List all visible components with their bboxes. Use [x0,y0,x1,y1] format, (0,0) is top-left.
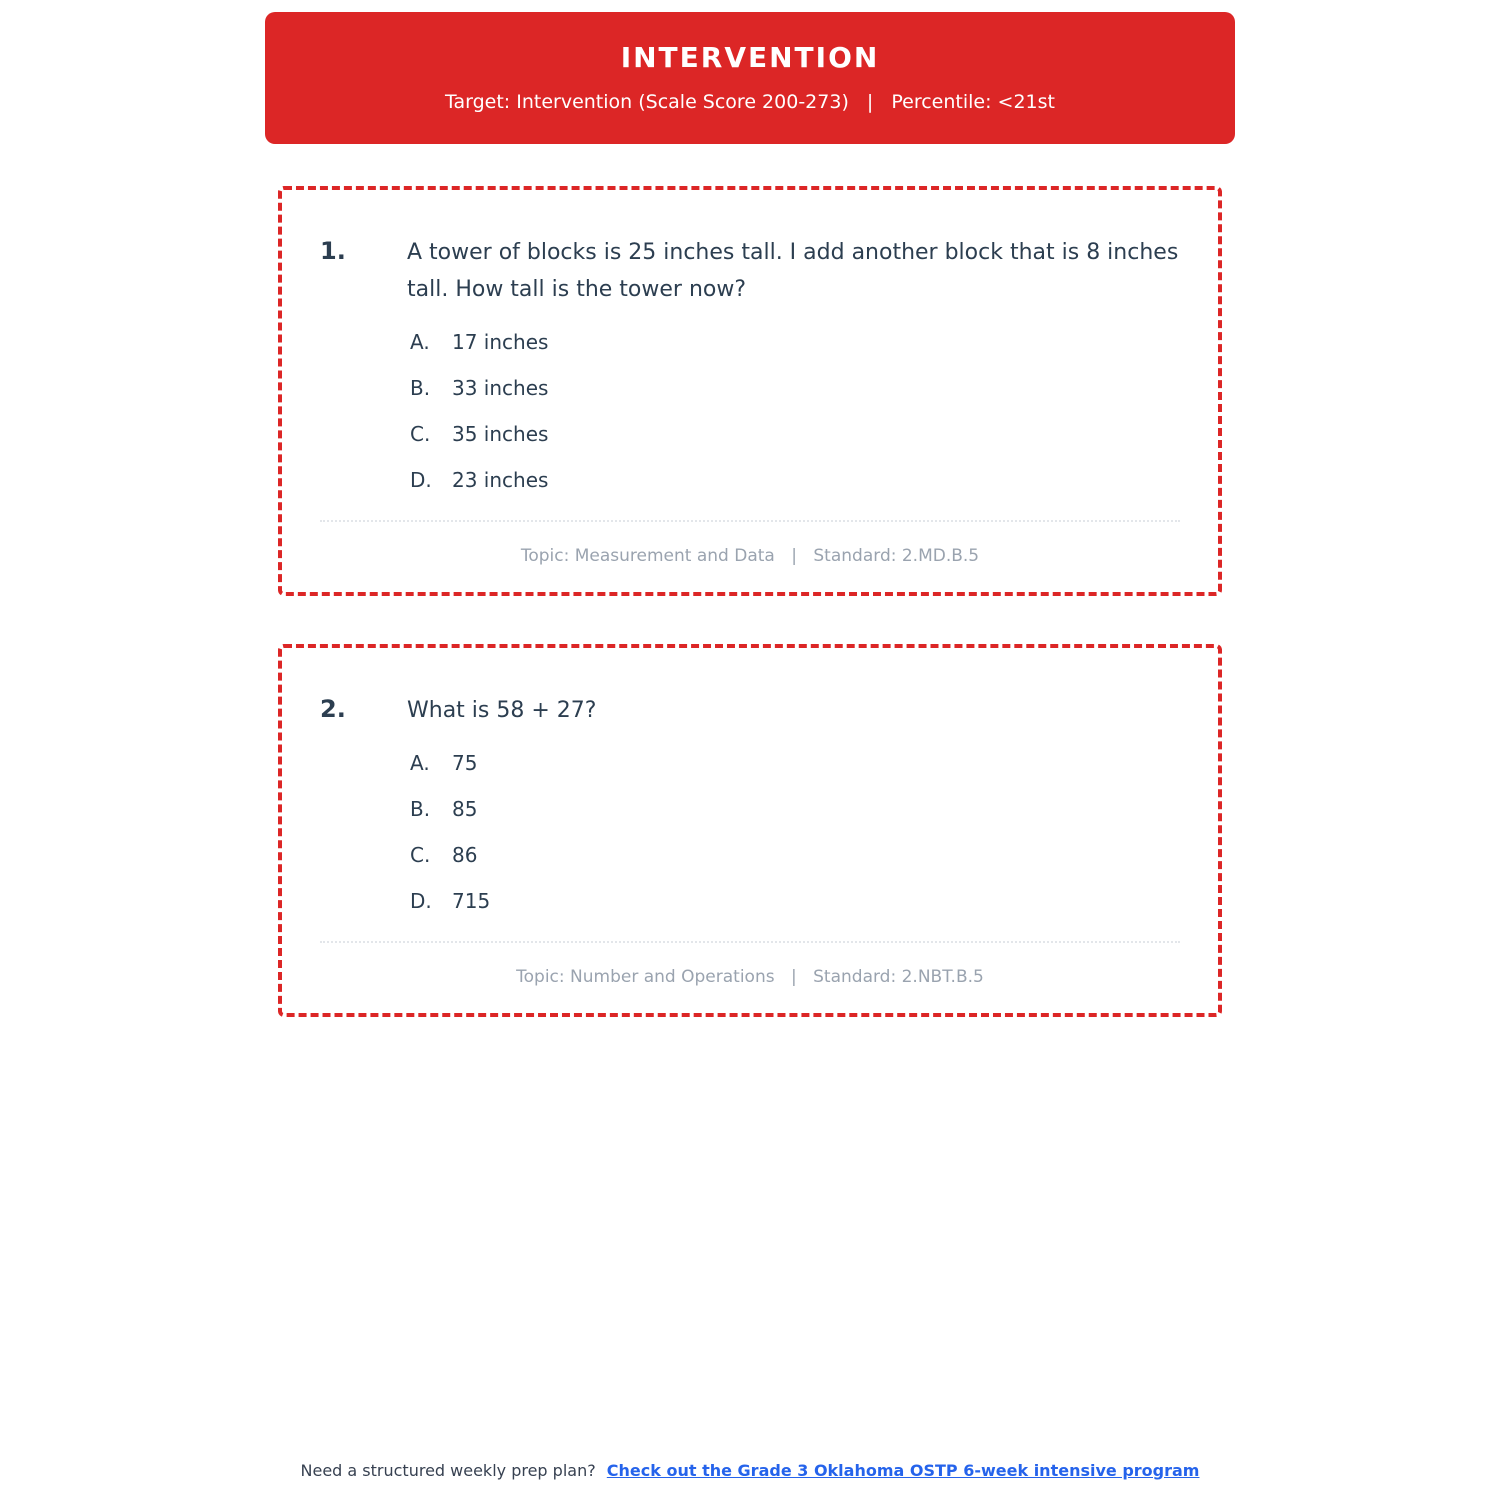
question-text: What is 58 + 27? [407,698,597,723]
footer-link[interactable]: Check out the Grade 3 Oklahoma OSTP 6-week intensive program [606,1461,1200,1480]
option-item-a [410,749,1180,777]
option-letter: D. [410,889,432,913]
option-text: 715 [452,889,491,913]
banner-percentile: Percentile: <21st [891,91,1055,113]
option-letter: C. [410,422,431,446]
option-letter: C. [410,843,431,867]
question-meta [320,546,1180,566]
topic-label: Topic: Measurement and Data [520,546,775,566]
option-text: 85 [452,797,478,821]
question-text: A tower of blocks is 25 inches tall. I add another block that is 8 inches tall. How tall is the tower now? [407,240,1179,302]
intervention-banner [265,12,1235,144]
question-meta [320,967,1180,987]
page-footer [0,1461,1500,1480]
options-list [410,749,1180,915]
option-letter: A. [410,751,430,775]
option-text: 23 inches [452,468,549,492]
option-item-c [410,841,1180,869]
option-letter: A. [410,330,430,354]
card-divider [320,941,1180,943]
banner-target: Target: Intervention (Scale Score 200-273) [445,91,849,113]
option-item-d [410,466,1180,494]
option-text: 33 inches [452,376,549,400]
options-list [410,328,1180,494]
option-letter: B. [410,797,431,821]
standard-label: Standard: 2.NBT.B.5 [813,967,984,987]
meta-separator: | [790,967,797,987]
banner-subtitle [285,91,1215,113]
standard-label: Standard: 2.MD.B.5 [813,546,980,566]
card-divider [320,520,1180,522]
question-card-1 [278,186,1222,596]
option-letter: B. [410,376,431,400]
question-card-2 [278,644,1222,1017]
option-text: 75 [452,751,478,775]
question-row [320,234,1180,308]
question-number: 2. [320,695,346,723]
meta-separator: | [791,546,797,566]
option-item-b [410,795,1180,823]
option-letter: D. [410,468,432,492]
option-item-b [410,374,1180,402]
banner-title: INTERVENTION [620,41,880,74]
option-text: 86 [452,843,478,867]
question-row [320,692,1180,729]
banner-separator: | [866,91,874,113]
question-number: 1. [320,237,346,265]
footer-text: Need a structured weekly prep plan? [300,1461,596,1480]
option-text: 35 inches [452,422,549,446]
option-item-d [410,887,1180,915]
option-text: 17 inches [452,330,549,354]
option-item-c [410,420,1180,448]
topic-label: Topic: Number and Operations [516,967,775,987]
option-item-a [410,328,1180,356]
